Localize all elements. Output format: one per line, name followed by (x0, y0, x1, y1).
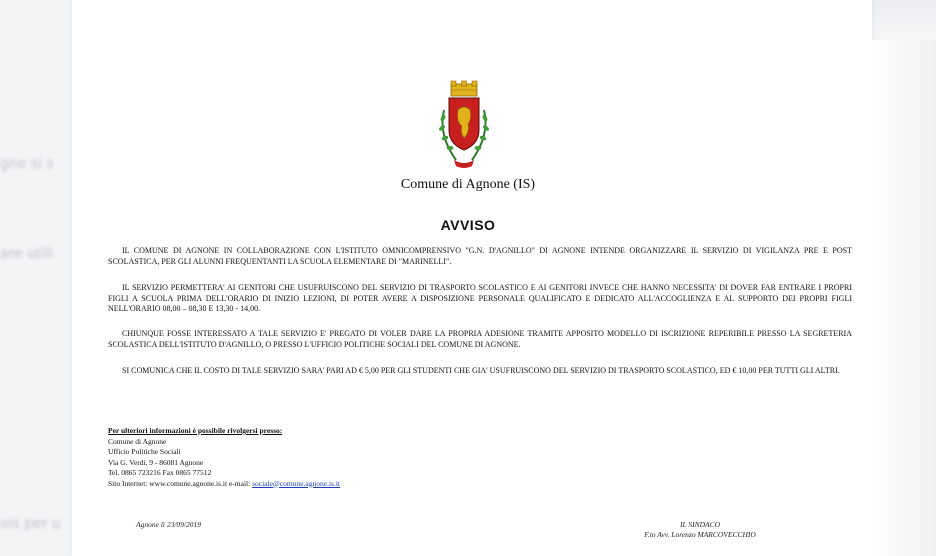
signature-block (600, 520, 800, 540)
contact-info (108, 426, 340, 489)
background-fragment-2: are utili (0, 246, 54, 262)
paragraph-2: IL SERVIZIO PERMETTERA' AI GENITORI CHE USUFRUISCONO DEL SERVIZIO DI TRASPORTO SCOLASTICO E AI GENITORI INVECE CHE HANNO NECESSITA' DI DOVER FAR ENTRARE I PROPRI FIGLI A SCUOLA PRIMA DELL'ORARIO DI INIZIO LEZIONI, DI POTER AVERE A DISPOSIZIONE PERSONALE QUALIFICATO E DEDICATO ALL'ACCOGLIENZA E AL SUPPORTO DEI PROPRI FIGLI NELL'ORARIO 08,00 – 08,30 E 13,30 - 14,00. (108, 283, 852, 313)
background-fragment-1: gne si s (0, 156, 54, 172)
contact-line-department: Ufficio Politiche Sociali (108, 447, 181, 456)
paragraph-4: SI COMUNICA CHE IL COSTO DI TALE SERVIZIO SARA' PARI AD € 5,00 PER GLI STUDENTI CHE GIA' USUFRUISCONO DEL SERVIZIO DI TRASPORTO SCOLASTICO, ED € 10,00 PER TUTTI GLI ALTRI. (122, 366, 840, 375)
paragraph-1: IL COMUNE DI AGNONE IN COLLABORAZIONE CON L'ISTITUTO OMNICOMPRENSIVO "G.N. D'AGNILLO" DI AGNONE INTENDE ORGANIZZARE IL SERVIZIO DI VIGILANZA PRE E POST SCOLASTICA, PER GLI ALUNNI FREQUENTANTI LA SCUOLA ELEMENTARE DI "MARINELLI". (108, 246, 852, 266)
notice-title: AVVISO (440, 217, 496, 233)
website-text: Sito Internet: www.comune.agnone.is.it e-mail: (108, 478, 253, 488)
contact-title: Per ulteriori informazioni è possibile rivolgersi presso: (108, 426, 283, 435)
signature-name: F.to Avv. Lorenzo MARCOVECCHIO (644, 530, 756, 539)
contact-line-web (108, 479, 340, 490)
contact-line-address: Via G. Verdi, 9 - 86081 Agnone (108, 457, 204, 467)
signature-title: IL SINDACO (679, 520, 721, 529)
contact-line-office: Comune di Agnone (108, 436, 167, 446)
background-fragment-3: ois per u (0, 516, 61, 532)
paragraph-3: CHIUNQUE FOSSE INTERESSATO A TALE SERVIZIO E' PREGATO DI VOLER DARE LA PROPRIA ADESIONE TRAMITE APPOSITO MODELLO DI ISCRIZIONE REPERIBILE PRESSO LA SEGRETERIA SCOLASTICA DELL'ISTITUTO D'AGNILLO, O PRESSO L'UFFICIO POLITICHE SOCIALI DEL COMUNE DI AGNONE. (108, 329, 852, 349)
coat-of-arms-icon (434, 80, 494, 172)
contact-line-phone: Tel. 0865 723216 Fax 0865 77512 (108, 468, 212, 477)
right-blur (872, 40, 936, 556)
email-link[interactable]: sociale@comune.agnone.is.it (252, 478, 341, 488)
comune-heading: Comune di Agnone (IS) (400, 177, 536, 192)
document-date: Agnone lì 23/09/2019 (136, 520, 201, 529)
